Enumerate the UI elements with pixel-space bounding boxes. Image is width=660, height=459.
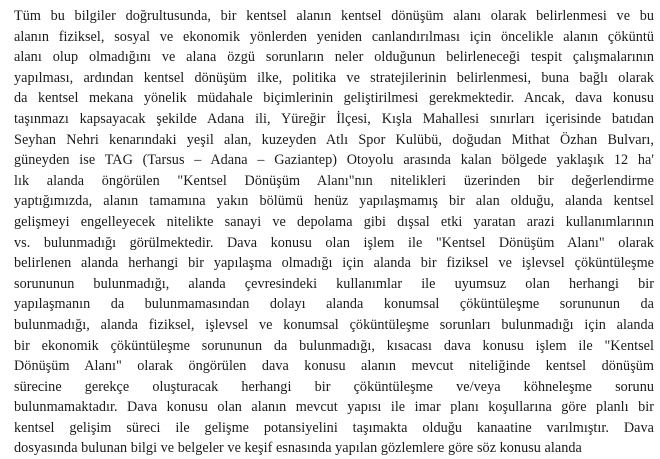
text-line: taşınmazı kapsayacak şekilde Adana ili, Yüreğir İlçesi, Kışla Mahallesi sınırları içerisinde batıdan [14,110,654,127]
text-line: sorununun bulunmadığı, alanda çevresindeki kullanımlar ile uyumsuz olan herhangi bir [14,275,654,292]
text-line: lık alanda öngörülen "Kentsel Dönüşüm Alanı"nın nitelikleri üzerinden bir değerlendirme [14,172,654,189]
text-line: Seyhan Nehri kenarındaki yeşil alan, kuzeyden Atlı Spor Kulübü, doğudan Mithat Özhan Bulvarı, [14,131,654,148]
text-line: da kentsel mekana yönelik müdahale biçimlerinin geliştirilmesi gerekmektedir. Ancak, dava konusu [14,90,654,107]
text-line: bulunmamaktadır. Dava konusu olan alanın mevcut yapısı ile imar planı koşullarına göre planlı bir [14,399,654,416]
text-line: bulunmadığı, alanda fiziksel, işlevsel ve konumsal çöküntüleşme sorunları bulunmadığı için alanda [14,316,654,333]
text-line: alanı olup olmadığını ve alana özgü sorunların neler olduğunun belirleneceği tespit çalışmalarının [14,49,654,66]
document-body [14,6,654,459]
text-line: bir ekonomik çöküntüleşme sorununun da bulunmadığı, kısacası dava konusu işlem ile "Kentsel [14,337,654,354]
text-line: vs. bulunmadığı görülmektedir. Dava konusu olan işlem ile "Kentsel Dönüşüm Alanı" olarak [14,234,654,251]
text-line: yapılaşmanın da bulunmamasından dolayı alanda konumsal çöküntüleşme sorununun da [14,296,654,313]
text-line: alanın fiziksel, sosyal ve ekonomik yönlerden yeniden canlandırılması için öncelikle alanın çöküntü [14,28,654,45]
text-line: yaptığımızda, alanın tamamına yakın bölümü henüz yapılaşmamış bir alan olduğu, alanda kentsel [14,193,654,210]
text-line: dosyasında bulunan bilgi ve belgeler ve keşif esnasında yapılan gözlemlere göre söz konusu alanda [14,440,582,457]
text-line: güneyden ise TAG (Tarsus – Adana – Gaziantep) Otoyolu arasında kalan bölgede yaklaşık 12 ha' [14,152,654,169]
text-line: kentsel gelişim süreci ile gelişme potansiyelini taşımakta olduğu kanaatine varılmıştır. Dava [14,419,654,436]
text-line: belirlenen alanda herhangi bir yapılaşma olmadığı için alanda bir fiziksel ve işlevsel çöküntüleşme [14,255,654,272]
text-line: Dönüşüm Alanı" olarak öngörülen dava konusu alanın mevcut niteliğinde kentsel dönüşüm [14,358,654,375]
text-line: yapılması, ardından kentsel dönüşüm ilke, politika ve stratejilerinin belirlenmesi, buna bağlı olarak [14,69,654,86]
text-line: sürecine gerekçe oluşturacak herhangi bir çöküntüleşme ve/veya köhneleşme sorunu [14,378,654,395]
text-line: gelişmeyi engelleyecek nitelikte sanayi ve depolama gibi dışsal etki yaratan arazi kullanımlarının [14,213,654,230]
text-line: Tüm bu bilgiler doğrultusunda, bir kentsel alanın kentsel dönüşüm alanı olarak belirlenmesi ve bu [14,8,654,24]
